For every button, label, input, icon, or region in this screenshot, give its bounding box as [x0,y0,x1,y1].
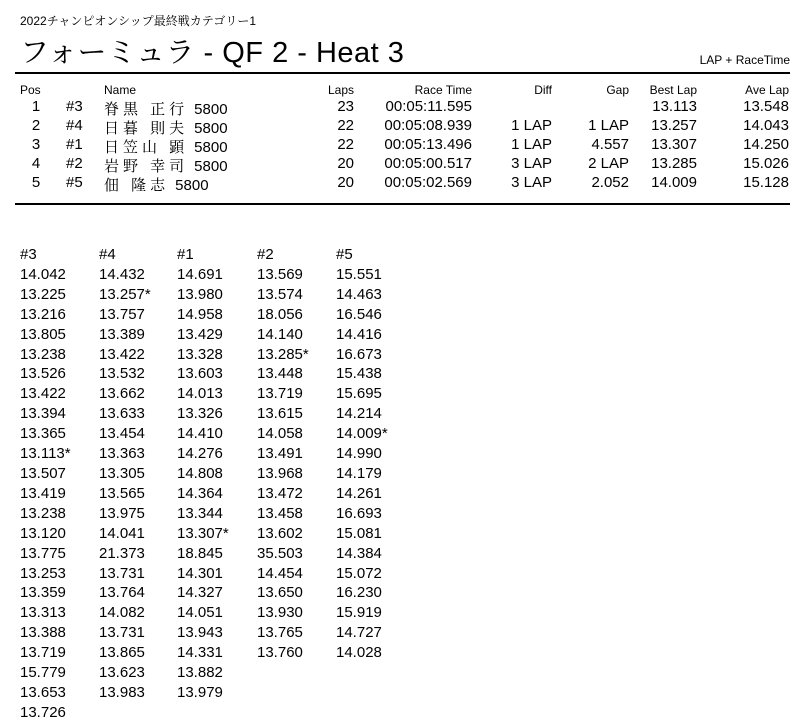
results-header-row [0,83,800,98]
lap-time: 16.673 [336,345,382,363]
lap-time: 13.731 [99,564,145,582]
cell-race-time: 00:05:08.939 [384,117,472,134]
kart-number: 5800 [175,177,209,194]
results-row [0,98,800,117]
cell-name [104,117,228,138]
cell-best-lap: 13.307 [651,136,697,153]
lap-time: 14.028 [336,644,382,662]
kart-number: 5800 [194,139,228,156]
cell-gap: 2 LAP [588,155,629,172]
lap-time: 16.546 [336,305,382,323]
lap-time: 14.058 [257,425,303,443]
cell-no: #3 [66,98,83,115]
lap-time: 13.975 [99,504,145,522]
cell-pos: 1 [31,98,41,115]
lap-time: 14.416 [336,325,382,343]
document-title: フォーミュラ - QF 2 - Heat 3 [20,37,405,69]
lap-time: 14.051 [177,604,223,622]
cell-no: #1 [66,136,83,153]
lap-time: 13.253 [20,564,66,582]
document-subtitle: 2022チャンピオンシップ最終戦カテゴリー1 [20,14,256,28]
lap-time: 13.760 [257,644,303,662]
lap-time: 13.120 [20,524,66,542]
cell-best-lap: 13.257 [651,117,697,134]
cell-laps: 23 [337,98,354,115]
lap-time: 13.968 [257,464,303,482]
lap-time: 14.384 [336,544,382,562]
lap-time: 13.653 [20,683,66,701]
results-row [0,117,800,136]
results-row [0,155,800,174]
driver-name: 岩野 幸司 [104,158,189,175]
cell-ave-lap: 15.026 [743,155,789,172]
cell-ave-lap: 15.128 [743,174,789,191]
lap-time: 13.507 [20,464,66,482]
lap-time: 14.958 [177,305,223,323]
lap-time: 15.438 [336,365,382,383]
lap-time: 13.731 [99,624,145,642]
lap-time: 14.364 [177,484,223,502]
lap-time: 13.602 [257,524,303,542]
cell-gap: 2.052 [591,174,629,191]
lap-time: 14.276 [177,445,223,463]
lap-time: 13.983 [99,683,145,701]
lap-time: 13.216 [20,305,66,323]
driver-name: 佃 隆志 [104,177,170,194]
cell-laps: 20 [337,155,354,172]
lap-time: 13.359 [20,584,66,602]
lap-time: 13.388 [20,624,66,642]
lap-time: 13.448 [257,365,303,383]
lap-time: 13.930 [257,604,303,622]
lap-time: 14.042 [20,265,66,283]
lap-time: 13.363 [99,445,145,463]
lap-time: 13.113* [20,445,71,463]
lap-time: 13.979 [177,683,223,701]
lap-time: 13.313 [20,604,66,622]
cell-name [104,136,228,157]
lap-column [99,245,179,703]
bottom-rule [15,203,790,205]
lap-time: 14.327 [177,584,223,602]
col-header-gap: Gap [606,83,629,97]
lap-time: 14.990 [336,445,382,463]
kart-number: 5800 [194,101,228,118]
lap-time: 13.394 [20,405,66,423]
lap-time: 14.140 [257,325,303,343]
lap-time: 13.719 [257,385,303,403]
lap-time: 18.845 [177,544,223,562]
lap-time: 14.432 [99,265,145,283]
lap-time: 13.238 [20,345,66,363]
cell-pos: 3 [31,136,41,153]
cell-race-time: 00:05:02.569 [384,174,472,191]
cell-best-lap: 14.009 [651,174,697,191]
cell-no: #2 [66,155,83,172]
lap-time: 13.805 [20,325,66,343]
cell-race-time: 00:05:00.517 [384,155,472,172]
lap-time: 13.764 [99,584,145,602]
cell-laps: 22 [337,117,354,134]
cell-race-time: 00:05:11.595 [385,98,472,115]
lap-time: 13.765 [257,624,303,642]
lap-time: 13.285* [257,345,309,363]
lap-column [257,245,337,663]
lap-time: 14.082 [99,604,145,622]
cell-diff: 1 LAP [511,136,552,153]
cell-name [104,174,209,195]
results-row [0,174,800,193]
cell-ave-lap: 14.250 [743,136,789,153]
lap-time: 13.623 [99,664,145,682]
cell-no: #4 [66,117,83,134]
lap-time: 13.526 [20,365,66,383]
lap-column-driver: #2 [257,246,274,263]
lap-time: 16.693 [336,504,382,522]
cell-laps: 20 [337,174,354,191]
lap-time: 13.326 [177,405,223,423]
lap-column [177,245,257,703]
results-row [0,136,800,155]
lap-time: 15.695 [336,385,382,403]
cell-pos: 2 [31,117,41,134]
lap-time: 13.565 [99,484,145,502]
lap-time: 13.757 [99,305,145,323]
lap-time: 15.551 [336,265,382,283]
lap-time: 13.574 [257,285,303,303]
results-body [0,98,800,193]
lap-time: 14.261 [336,484,382,502]
lap-time: 35.503 [257,544,303,562]
lap-time: 14.410 [177,425,223,443]
lap-column [20,245,100,723]
lap-time: 13.943 [177,624,223,642]
lap-time: 14.454 [257,564,303,582]
lap-column-driver: #3 [20,246,37,263]
col-header-laps: Laps [327,83,354,97]
lap-time: 14.214 [336,405,382,423]
lap-time: 13.422 [20,385,66,403]
results-table [0,83,800,193]
cell-no: #5 [66,174,83,191]
lap-time: 16.230 [336,584,382,602]
col-header-diff: Diff [534,83,552,97]
lap-time: 14.331 [177,644,223,662]
lap-time: 13.491 [257,445,303,463]
lap-time: 13.458 [257,504,303,522]
top-rule [15,72,790,74]
lap-time: 13.650 [257,584,303,602]
lap-time: 13.422 [99,345,145,363]
lap-time: 13.344 [177,504,223,522]
lap-time: 13.775 [20,544,66,562]
lap-time: 15.072 [336,564,382,582]
driver-name: 脊黒 正行 [104,101,189,118]
driver-name: 日笠山 顕 [104,139,189,156]
col-header-best-lap: Best Lap [649,83,697,97]
cell-pos: 5 [31,174,41,191]
lap-time: 14.691 [177,265,223,283]
lap-time: 13.307* [177,524,229,542]
lap-time: 14.727 [336,624,382,642]
lap-time: 21.373 [99,544,145,562]
lap-time: 13.328 [177,345,223,363]
col-header-race-time: Race Time [414,83,472,97]
cell-diff: 3 LAP [511,174,552,191]
lap-time: 13.429 [177,325,223,343]
cell-laps: 22 [337,136,354,153]
lap-time: 13.615 [257,405,303,423]
lap-time: 15.779 [20,664,66,682]
cell-pos: 4 [31,155,41,172]
lap-column [336,245,416,663]
lap-time: 13.225 [20,285,66,303]
lap-time: 14.463 [336,285,382,303]
lap-time: 13.633 [99,405,145,423]
cell-name [104,155,228,176]
lap-time: 15.081 [336,524,382,542]
lap-time: 13.365 [20,425,66,443]
timing-mode-label: LAP + RaceTime [699,53,790,67]
lap-time: 13.719 [20,644,66,662]
kart-number: 5800 [194,158,228,175]
col-header-pos: Pos [20,83,41,97]
cell-best-lap: 13.285 [651,155,697,172]
lap-column-driver: #4 [99,246,116,263]
lap-time: 13.662 [99,385,145,403]
lap-time: 13.882 [177,664,223,682]
lap-time: 14.041 [99,524,145,542]
lap-time: 14.009* [336,425,388,443]
lap-time: 14.301 [177,564,223,582]
cell-gap: 4.557 [591,136,629,153]
lap-time: 14.808 [177,464,223,482]
lap-time: 13.454 [99,425,145,443]
cell-gap: 1 LAP [588,117,629,134]
lap-time: 13.389 [99,325,145,343]
col-header-ave-lap: Ave Lap [745,83,789,97]
lap-time: 14.179 [336,464,382,482]
lap-time: 18.056 [257,305,303,323]
kart-number: 5800 [194,120,228,137]
cell-ave-lap: 14.043 [743,117,789,134]
cell-race-time: 00:05:13.496 [384,136,472,153]
lap-column-driver: #5 [336,246,353,263]
cell-best-lap: 13.113 [652,98,697,115]
lap-time: 13.865 [99,644,145,662]
lap-time: 13.980 [177,285,223,303]
lap-time: 13.569 [257,265,303,283]
cell-name [104,98,228,119]
lap-time: 13.726 [20,703,66,721]
lap-time: 15.919 [336,604,382,622]
col-header-name: Name [104,83,137,97]
lap-time: 13.305 [99,464,145,482]
lap-column-driver: #1 [177,246,194,263]
cell-diff: 3 LAP [511,155,552,172]
cell-diff: 1 LAP [511,117,552,134]
lap-time: 13.532 [99,365,145,383]
driver-name: 日暮 則夫 [104,120,189,137]
lap-time: 13.257* [99,285,151,303]
lap-time: 13.238 [20,504,66,522]
cell-ave-lap: 13.548 [743,98,789,115]
lap-time: 14.013 [177,385,223,403]
lap-time: 13.603 [177,365,223,383]
lap-time: 13.472 [257,484,303,502]
lap-time: 13.419 [20,484,66,502]
